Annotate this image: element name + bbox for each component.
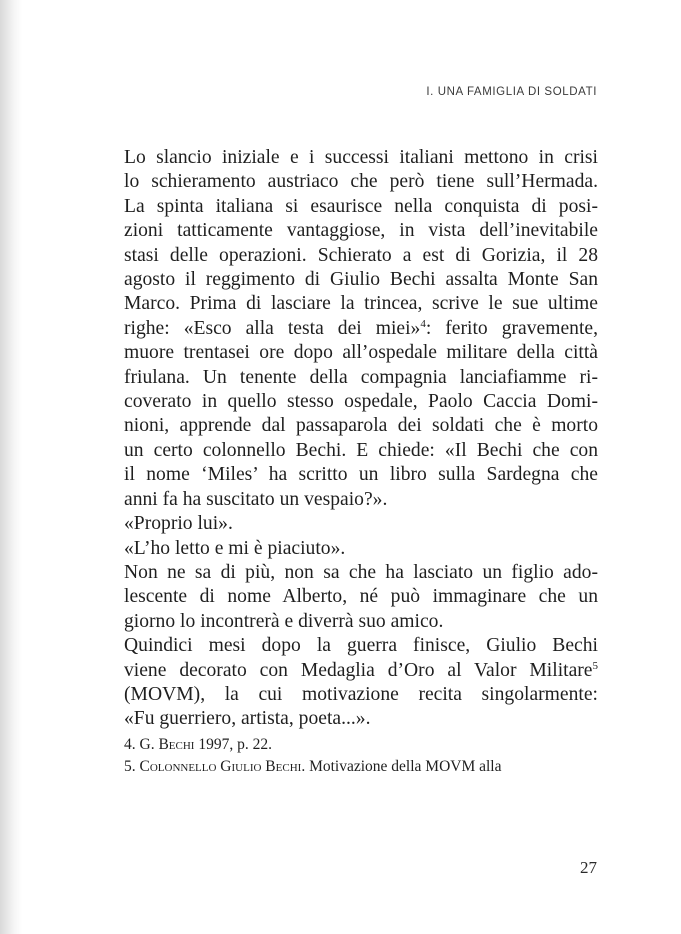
body-line: friulana. Un tenente della compagnia lanciafiamme ri- <box>124 366 598 388</box>
footnote-5 <box>124 756 598 778</box>
body-line <box>124 659 598 683</box>
body-line: anni fa ha suscitato un vespaio?». <box>124 488 388 510</box>
body-line: un certo colonnello Bechi. E chiede: «Il Bechi che con <box>124 439 598 461</box>
body-line: zioni tatticamente vantaggiose, in vista dell’inevitabile <box>124 220 598 242</box>
body-line: «Fu guerriero, artista, poeta...». <box>124 708 371 730</box>
body-line-text: viene decorato con Medaglia d’Oro al Valor Militare <box>124 659 593 681</box>
body-text <box>124 146 598 732</box>
body-line: lo schieramento austriaco che però tiene sull’Hermada. <box>124 171 598 193</box>
page-number: 27 <box>580 858 597 877</box>
footnote-ref-5: 5 <box>592 659 598 672</box>
body-line: Non ne sa di più, non sa che ha lasciato un figlio ado- <box>124 561 598 583</box>
body-line: giorno lo incontrerà e diverrà suo amico. <box>124 610 444 632</box>
body-line: La spinta italiana si esaurisce nella conquista di posi- <box>124 195 598 217</box>
page-binding-edge <box>0 0 22 934</box>
running-head: I. UNA FAMIGLIA DI SOLDATI <box>426 86 597 98</box>
body-line: Marco. Prima di lasciare la trincea, scrive le sue ultime <box>124 293 598 315</box>
footnotes <box>124 734 598 778</box>
body-line: nioni, apprende dal passaparola dei soldati che è morto <box>124 415 598 437</box>
footnote-4 <box>124 734 598 756</box>
footnote-number: 4. <box>124 736 136 753</box>
footnote-author: G. Bechi <box>139 736 195 753</box>
body-line: stasi delle operazioni. Schierato a est di Gorizia, il 28 <box>124 244 598 266</box>
body-line: Quindici mesi dopo la guerra finisce, Giulio Bechi <box>124 635 598 657</box>
body-line-text: righe: «Esco alla testa dei miei» <box>124 317 421 339</box>
body-line: il nome ‘Miles’ ha scritto un libro sulla Sardegna che <box>124 464 598 486</box>
body-line: coverato in quello stesso ospedale, Paolo Caccia Domi- <box>124 391 598 413</box>
footnote-ref-4: 4 <box>420 317 426 330</box>
body-line: (MOVM), la cui motivazione recita singolarmente: <box>124 683 598 705</box>
footnote-number: 5. <box>124 758 136 775</box>
body-line: muore trentasei ore dopo all’ospedale militare della città <box>124 342 598 364</box>
body-line-text: : ferito gravemente, <box>425 317 598 339</box>
body-line: Lo slancio iniziale e i successi italiani mettono in crisi <box>124 147 598 168</box>
footnote-text: . Motivazione della MOVM alla <box>301 758 502 775</box>
body-line <box>124 317 598 341</box>
body-line: «L’ho letto e mi è piaciuto». <box>124 537 346 559</box>
body-line: «Proprio lui». <box>124 513 233 535</box>
footnote-author: Colonnello Giulio Bechi <box>139 758 302 775</box>
footnote-text: 1997, p. 22. <box>194 736 272 753</box>
body-line: agosto il reggimento di Giulio Bechi assalta Monte San <box>124 269 598 291</box>
body-line: lescente di nome Alberto, né può immaginare che un <box>124 586 598 608</box>
